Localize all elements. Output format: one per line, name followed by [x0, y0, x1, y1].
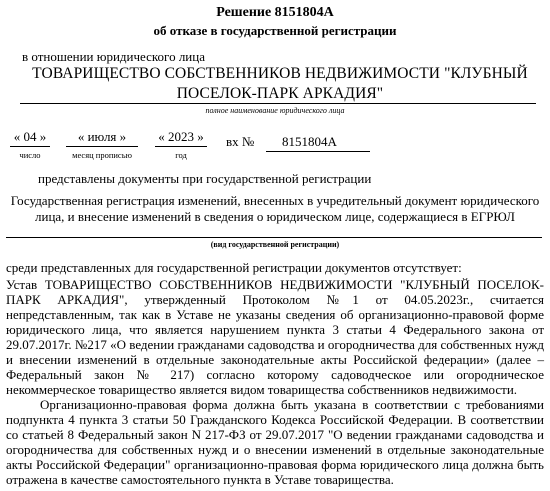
paragraph-2-line: отражена в качестве самостоятельного пункта в Уставе товарищества. — [6, 472, 394, 487]
paragraph-1-line: некоммерческое товарищество является видом товарищества собственников недвижимости. — [6, 382, 518, 397]
entity-intro: в отношении юридического лица — [22, 49, 205, 64]
entity-name-caption: полное наименование юридического лица — [205, 106, 345, 115]
paragraph-1-line: и внесении изменений в отдельные законодательные акты Российской федерации» (далее – — [6, 352, 544, 367]
date-year-label: год — [175, 150, 187, 160]
paragraph-2-line: Организационно-правовая форма должна быть указана в соответствии с требованиями — [40, 397, 544, 412]
paragraph-2-line: акты Российской Федерации" организационно-правовая форма юридического лица должна быть — [6, 457, 544, 472]
date-year-underline — [155, 146, 207, 147]
entity-name — [30, 64, 530, 104]
entity-name-underline — [20, 103, 536, 104]
entity-name-line1: ТОВАРИЩЕСТВО СОБСТВЕННИКОВ НЕДВИЖИМОСТИ "КЛУБНЫЙ — [32, 65, 528, 82]
date-day-underline — [10, 146, 50, 147]
date-month-underline — [66, 146, 138, 147]
paragraph-2-line: огородничества для собственных нужд и о внесении изменений в отдельные законодательные — [6, 442, 544, 457]
paragraph-2-line: со статьей 8 Федеральный закон N 217-ФЗ от 29.07.2017 "О ведении гражданами садоводства и — [6, 427, 544, 442]
documents-intro: представлены документы при государственной регистрации — [38, 171, 372, 186]
registration-type-caption: (вид государственной регистрации) — [210, 240, 340, 249]
paragraph-2-line: подпункта 4 пункта 3 статьи 50 Гражданского Кодекса Российской Федерации. В соответствии — [6, 412, 544, 427]
paragraph-1-line: 29.07.2017г. №217 «О ведении гражданами садоводства и огородничества для собственных нужд — [6, 337, 544, 352]
paragraph-2 — [6, 397, 544, 487]
reg-number: 8151804А — [282, 134, 337, 149]
date-year: « 2023 » — [158, 129, 204, 144]
reg-number-prefix: вх № — [226, 134, 255, 149]
absent-documents-intro: среди представленных для государственной регистрации документов отсутствует: — [6, 260, 462, 275]
reg-number-underline — [266, 151, 370, 152]
registration-type-line2: лица, и внесение изменений в сведения о юридическом лице, содержащиеся в ЕГРЮЛ — [35, 209, 515, 224]
date-month-label: месяц прописью — [72, 150, 132, 160]
paragraph-1-line: непредставленным, так как в Уставе не указаны сведения об организационно-правовой форме — [6, 307, 544, 322]
paragraph-1 — [6, 277, 544, 397]
paragraph-1-line: Устав ТОВАРИЩЕСТВО СОБСТВЕННИКОВ НЕДВИЖИМОСТИ "КЛУБНЫЙ ПОСЕЛОК- — [6, 277, 544, 292]
paragraph-1-line: ПАРК АРКАДИЯ", утвержденный Протоколом №1 от 04.05.2023г., считается — [6, 292, 544, 307]
registration-type-line1: Государственная регистрация изменений, внесенных в учредительный документ юридического — [10, 193, 540, 208]
decision-subtitle: об отказе в государственной регистрации — [153, 23, 397, 38]
date-month: « июля » — [77, 129, 127, 144]
paragraph-1-line: юридического лица, что является нарушением пункта 3 статьи 4 Федерального закона от — [6, 322, 544, 337]
entity-name-line2: ПОСЕЛОК-ПАРК АРКАДИЯ" — [176, 85, 384, 102]
date-day-label: число — [19, 150, 41, 160]
date-day: « 04 » — [13, 129, 47, 144]
paragraph-1-line: Федеральный закон № 217) согласно которому садоводческое или огородническое — [6, 367, 544, 382]
decision-title: Решение 8151804А — [216, 5, 334, 20]
registration-type-underline — [6, 237, 542, 238]
